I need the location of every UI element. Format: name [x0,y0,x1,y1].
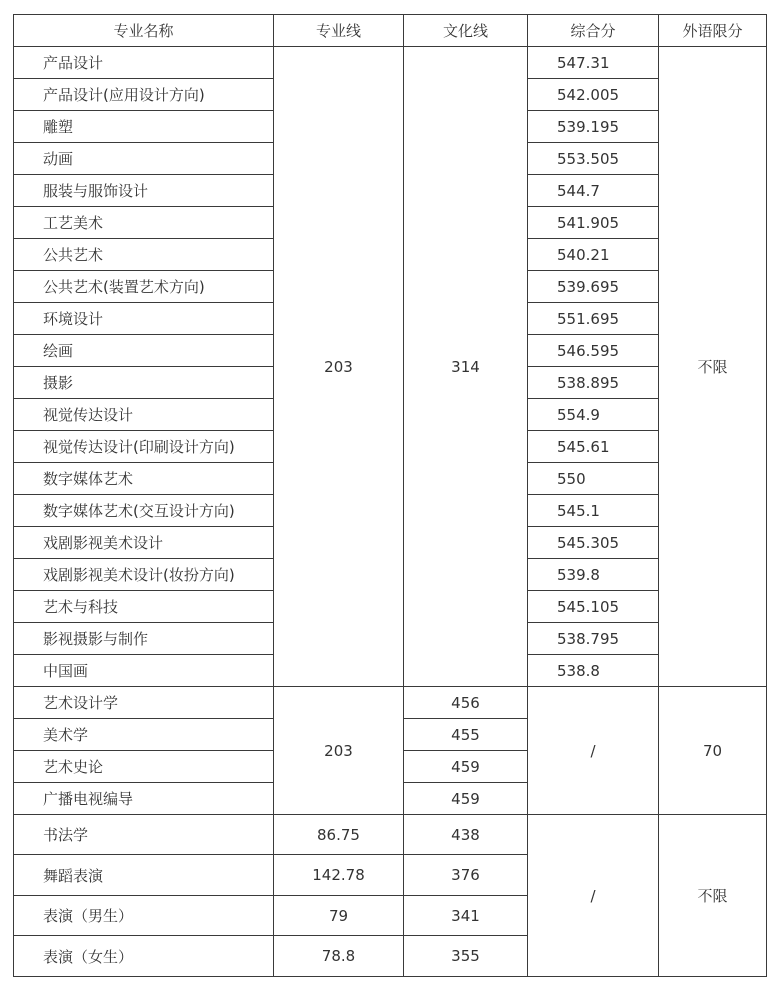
major-name: 公共艺术 [14,239,274,271]
major-name: 产品设计(应用设计方向) [14,79,274,111]
major-name: 影视摄影与制作 [14,623,274,655]
major-line: 142.78 [274,855,404,896]
composite-score: 545.61 [528,431,659,463]
culture-line: 438 [404,815,528,855]
major-name: 公共艺术(装置艺术方向) [14,271,274,303]
major-name: 摄影 [14,367,274,399]
major-name: 广播电视编导 [14,783,274,815]
major-name: 表演（女生） [14,936,274,977]
composite-score: 542.005 [528,79,659,111]
composite-score: 538.795 [528,623,659,655]
major-name: 雕塑 [14,111,274,143]
admission-score-table [13,14,767,977]
major-name: 戏剧影视美术设计 [14,527,274,559]
header-major-name: 专业名称 [14,15,274,47]
major-line: 86.75 [274,815,404,855]
header-foreign-limit: 外语限分 [659,15,767,47]
composite-score: 539.8 [528,559,659,591]
composite-score: 545.1 [528,495,659,527]
major-name: 书法学 [14,815,274,855]
major-name: 绘画 [14,335,274,367]
header-major-line: 专业线 [274,15,404,47]
header-culture-line: 文化线 [404,15,528,47]
major-name: 艺术与科技 [14,591,274,623]
major-name: 艺术设计学 [14,687,274,719]
composite-score: 545.105 [528,591,659,623]
composite-score: 547.31 [528,47,659,79]
major-name: 视觉传达设计(印刷设计方向) [14,431,274,463]
composite-score: 554.9 [528,399,659,431]
composite-score: 550 [528,463,659,495]
header-composite-score: 综合分 [528,15,659,47]
culture-line: 459 [404,783,528,815]
major-name: 动画 [14,143,274,175]
major-name: 中国画 [14,655,274,687]
table-row [14,815,767,855]
composite-score: / [528,687,659,815]
major-name: 艺术史论 [14,751,274,783]
composite-score: 551.695 [528,303,659,335]
composite-score: 540.21 [528,239,659,271]
composite-score: 538.895 [528,367,659,399]
major-name: 美术学 [14,719,274,751]
composite-score: 553.505 [528,143,659,175]
culture-line: 341 [404,896,528,936]
culture-line: 314 [404,47,528,687]
culture-line: 455 [404,719,528,751]
major-name: 戏剧影视美术设计(妆扮方向) [14,559,274,591]
composite-score: 544.7 [528,175,659,207]
major-line: 203 [274,687,404,815]
major-name: 视觉传达设计 [14,399,274,431]
culture-line: 456 [404,687,528,719]
foreign-limit: 不限 [659,47,767,687]
major-name: 数字媒体艺术 [14,463,274,495]
major-name: 环境设计 [14,303,274,335]
culture-line: 355 [404,936,528,977]
composite-score: / [528,815,659,977]
table-row [14,47,767,79]
culture-line: 376 [404,855,528,896]
culture-line: 459 [404,751,528,783]
composite-score: 538.8 [528,655,659,687]
composite-score: 545.305 [528,527,659,559]
major-name: 工艺美术 [14,207,274,239]
composite-score: 546.595 [528,335,659,367]
composite-score: 539.195 [528,111,659,143]
major-line: 203 [274,47,404,687]
major-line: 78.8 [274,936,404,977]
major-line: 79 [274,896,404,936]
major-name: 表演（男生） [14,896,274,936]
foreign-limit: 不限 [659,815,767,977]
composite-score: 541.905 [528,207,659,239]
table-row [14,687,767,719]
major-name: 产品设计 [14,47,274,79]
composite-score: 539.695 [528,271,659,303]
major-name: 数字媒体艺术(交互设计方向) [14,495,274,527]
major-name: 舞蹈表演 [14,855,274,896]
foreign-limit: 70 [659,687,767,815]
major-name: 服装与服饰设计 [14,175,274,207]
